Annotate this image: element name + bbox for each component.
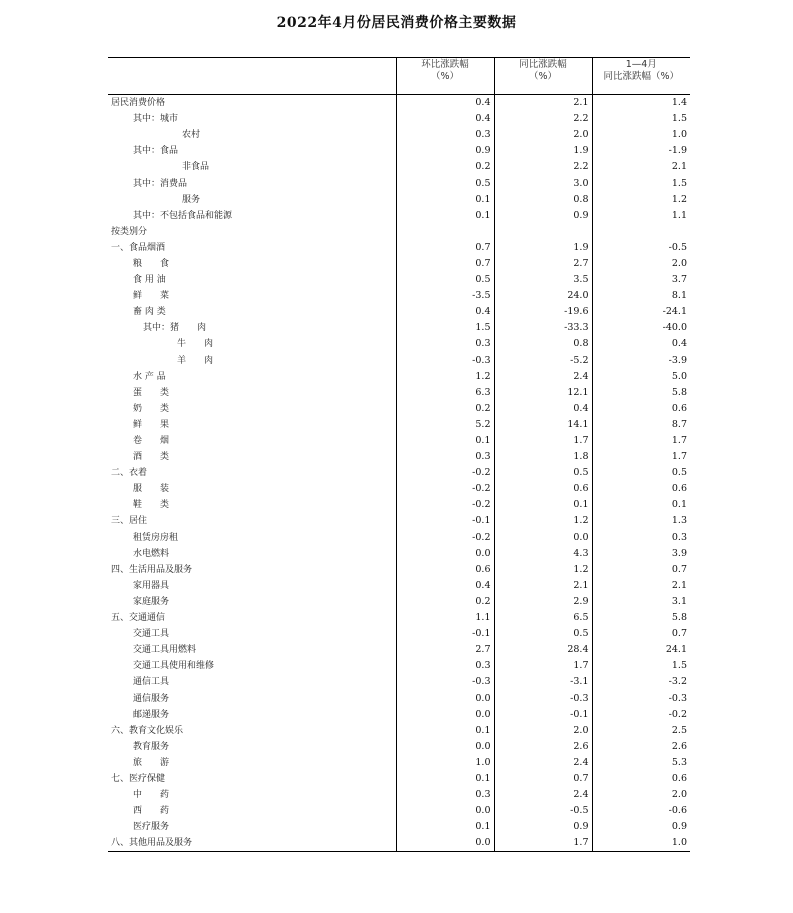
ytd-value: -3.9 <box>592 353 690 369</box>
mom-value: 5.2 <box>396 417 494 433</box>
row-label: 家用器具 <box>133 580 170 591</box>
mom-value: 0.1 <box>396 433 494 449</box>
yoy-value: 1.9 <box>494 143 592 159</box>
table-row <box>108 610 690 626</box>
row-label: 羊 肉 <box>177 355 214 366</box>
yoy-value: 0.0 <box>494 530 592 546</box>
row-label: 三、居住 <box>111 516 148 527</box>
table-row <box>108 159 690 175</box>
mom-value: 1.5 <box>396 320 494 336</box>
row-label: 医疗服务 <box>133 822 170 833</box>
table-row <box>108 353 690 369</box>
yoy-value: 1.7 <box>494 433 592 449</box>
ytd-value: 5.3 <box>592 755 690 771</box>
yoy-value: 1.9 <box>494 240 592 256</box>
mom-value: 0.0 <box>396 739 494 755</box>
table-header-row <box>108 58 690 95</box>
table-row <box>108 272 690 288</box>
mom-value: -0.3 <box>396 353 494 369</box>
ytd-value: 3.1 <box>592 594 690 610</box>
table-row <box>108 755 690 771</box>
row-label: 其中：城市 <box>133 114 179 125</box>
mom-value: 0.0 <box>396 707 494 723</box>
yoy-value: 2.4 <box>494 369 592 385</box>
row-label: 服 装 <box>133 484 170 495</box>
table-row <box>108 803 690 819</box>
mom-value: 0.2 <box>396 594 494 610</box>
row-label: 水电燃料 <box>133 548 170 559</box>
ytd-value: 24.1 <box>592 642 690 658</box>
ytd-value: 1.1 <box>592 208 690 224</box>
ytd-value: -0.6 <box>592 803 690 819</box>
yoy-value: 0.9 <box>494 819 592 835</box>
row-label: 其中：猪 肉 <box>143 323 207 334</box>
table-row <box>108 739 690 755</box>
mom-value: 0.3 <box>396 787 494 803</box>
yoy-value: 2.2 <box>494 159 592 175</box>
yoy-value: 6.5 <box>494 610 592 626</box>
mom-value: 0.7 <box>396 256 494 272</box>
mom-value: 0.0 <box>396 690 494 706</box>
table-row <box>108 111 690 127</box>
yoy-value <box>494 224 592 240</box>
mom-value <box>396 224 494 240</box>
yoy-value: 0.9 <box>494 208 592 224</box>
table-row <box>108 288 690 304</box>
ytd-value: 0.7 <box>592 626 690 642</box>
header-yoy-line1: 同比涨跌幅 <box>519 59 567 70</box>
yoy-value: 0.6 <box>494 481 592 497</box>
ytd-value: 1.7 <box>592 449 690 465</box>
row-label: 西 药 <box>133 806 170 817</box>
table-row <box>108 658 690 674</box>
ytd-value: 1.5 <box>592 175 690 191</box>
header-ytd <box>592 58 690 95</box>
yoy-value: -0.1 <box>494 707 592 723</box>
ytd-value: -24.1 <box>592 304 690 320</box>
mom-value: 1.2 <box>396 369 494 385</box>
mom-value: -0.1 <box>396 626 494 642</box>
mom-value: 0.5 <box>396 272 494 288</box>
yoy-value: 1.2 <box>494 562 592 578</box>
table-row <box>108 513 690 529</box>
ytd-value: 2.1 <box>592 159 690 175</box>
table-row <box>108 208 690 224</box>
row-label: 交通工具 <box>133 629 170 640</box>
yoy-value: 2.4 <box>494 755 592 771</box>
mom-value: 0.3 <box>396 127 494 143</box>
row-label: 交通工具用燃料 <box>133 645 197 656</box>
ytd-value: 1.5 <box>592 658 690 674</box>
ytd-value: 2.0 <box>592 787 690 803</box>
table-row <box>108 240 690 256</box>
mom-value: 0.1 <box>396 723 494 739</box>
row-label: 八、其他用品及服务 <box>108 835 396 852</box>
header-mom <box>396 58 494 95</box>
row-label: 中 药 <box>133 790 170 801</box>
ytd-value: 0.4 <box>592 336 690 352</box>
table-row <box>108 385 690 401</box>
yoy-value: 0.5 <box>494 465 592 481</box>
ytd-value: 2.6 <box>592 739 690 755</box>
row-label: 鞋 类 <box>133 500 170 511</box>
row-label: 居民消费价格 <box>111 98 166 109</box>
mom-value: -0.2 <box>396 465 494 481</box>
mom-value: 0.4 <box>396 111 494 127</box>
table-row <box>108 642 690 658</box>
table-row <box>108 481 690 497</box>
yoy-value: 1.8 <box>494 449 592 465</box>
row-label: 邮递服务 <box>133 709 170 720</box>
yoy-value: 3.0 <box>494 175 592 191</box>
table-row <box>108 787 690 803</box>
row-label: 四、生活用品及服务 <box>111 564 193 575</box>
table-row <box>108 562 690 578</box>
yoy-value: 14.1 <box>494 417 592 433</box>
ytd-value: -0.3 <box>592 690 690 706</box>
ytd-value: 0.6 <box>592 401 690 417</box>
yoy-value: 2.0 <box>494 127 592 143</box>
mom-value: 0.0 <box>396 546 494 562</box>
ytd-value: -3.2 <box>592 674 690 690</box>
header-ytd-line1: 1—4月 <box>625 59 657 70</box>
mom-value: 0.2 <box>396 159 494 175</box>
yoy-value: 1.7 <box>494 658 592 674</box>
page-title: 2022年4月份居民消费价格主要数据 <box>276 15 517 31</box>
ytd-value: 2.0 <box>592 256 690 272</box>
yoy-value: 2.2 <box>494 111 592 127</box>
row-label: 酒 类 <box>133 452 170 463</box>
mom-value: 0.6 <box>396 562 494 578</box>
ytd-value: -40.0 <box>592 320 690 336</box>
mom-value: 1.1 <box>396 610 494 626</box>
ytd-value: 5.0 <box>592 369 690 385</box>
mom-value: 0.3 <box>396 336 494 352</box>
table-row <box>108 175 690 191</box>
row-label: 六、教育文化娱乐 <box>111 725 184 736</box>
yoy-value: 0.1 <box>494 497 592 513</box>
row-label: 一、食品烟酒 <box>111 242 166 253</box>
row-label: 奶 类 <box>133 403 170 414</box>
ytd-value: 1.2 <box>592 192 690 208</box>
ytd-value: -0.5 <box>592 240 690 256</box>
ytd-value: 1.0 <box>592 835 690 852</box>
table-row <box>108 95 690 112</box>
row-label: 其中：食品 <box>133 146 179 157</box>
yoy-value: 0.5 <box>494 626 592 642</box>
row-label: 旅 游 <box>133 757 170 768</box>
mom-value: 0.4 <box>396 578 494 594</box>
table-row <box>108 433 690 449</box>
table-row <box>108 465 690 481</box>
mom-value: 0.1 <box>396 819 494 835</box>
ytd-value: 8.7 <box>592 417 690 433</box>
yoy-value: 28.4 <box>494 642 592 658</box>
row-label: 家庭服务 <box>133 596 170 607</box>
ytd-value: 0.1 <box>592 497 690 513</box>
ytd-value: 2.5 <box>592 723 690 739</box>
ytd-value: 5.8 <box>592 610 690 626</box>
yoy-value: 2.4 <box>494 787 592 803</box>
ytd-value: 0.3 <box>592 530 690 546</box>
ytd-value: 1.5 <box>592 111 690 127</box>
row-label: 畜 肉 类 <box>133 307 166 318</box>
yoy-value: 24.0 <box>494 288 592 304</box>
yoy-value: -33.3 <box>494 320 592 336</box>
mom-value: 0.4 <box>396 95 494 112</box>
row-label: 其中：不包括食品和能源 <box>133 210 233 221</box>
ytd-value: 1.3 <box>592 513 690 529</box>
row-label: 租赁房房租 <box>133 532 179 543</box>
yoy-value: 2.0 <box>494 723 592 739</box>
ytd-value: 1.7 <box>592 433 690 449</box>
table-row <box>108 304 690 320</box>
mom-value: 0.0 <box>396 803 494 819</box>
mom-value: -0.1 <box>396 513 494 529</box>
table-row <box>108 336 690 352</box>
table-row <box>108 401 690 417</box>
mom-value: -0.3 <box>396 674 494 690</box>
mom-value: 0.9 <box>396 143 494 159</box>
mom-value: 0.5 <box>396 175 494 191</box>
table-row <box>108 594 690 610</box>
ytd-value: 3.9 <box>592 546 690 562</box>
mom-value: -0.2 <box>396 497 494 513</box>
yoy-value: 1.2 <box>494 513 592 529</box>
ytd-value: -1.9 <box>592 143 690 159</box>
mom-value: 0.2 <box>396 401 494 417</box>
ytd-value: 0.9 <box>592 819 690 835</box>
row-label: 服务 <box>182 194 201 205</box>
mom-value: 0.1 <box>396 192 494 208</box>
row-label: 水 产 品 <box>133 371 166 382</box>
yoy-value: -19.6 <box>494 304 592 320</box>
table-row <box>108 127 690 143</box>
yoy-value: 1.7 <box>494 835 592 852</box>
yoy-value: 0.8 <box>494 336 592 352</box>
row-label: 食 用 油 <box>133 275 166 286</box>
mom-value: 0.3 <box>396 449 494 465</box>
row-label: 蛋 类 <box>133 387 170 398</box>
row-label: 教育服务 <box>133 741 170 752</box>
ytd-value: 2.1 <box>592 578 690 594</box>
yoy-value: 3.5 <box>494 272 592 288</box>
table-row <box>108 143 690 159</box>
table-row <box>108 771 690 787</box>
header-yoy <box>494 58 592 95</box>
table-row <box>108 530 690 546</box>
yoy-value: 2.9 <box>494 594 592 610</box>
header-mom-line2: （%） <box>430 71 460 82</box>
ytd-value <box>592 224 690 240</box>
table-row <box>108 417 690 433</box>
mom-value: -0.2 <box>396 530 494 546</box>
mom-value: 6.3 <box>396 385 494 401</box>
ytd-value: -0.2 <box>592 707 690 723</box>
mom-value: -3.5 <box>396 288 494 304</box>
row-label: 通信服务 <box>133 693 170 704</box>
row-label: 交通工具使用和维修 <box>133 661 215 672</box>
table-row <box>108 369 690 385</box>
mom-value: 0.3 <box>396 658 494 674</box>
header-category <box>108 58 396 95</box>
yoy-value: 0.4 <box>494 401 592 417</box>
ytd-value: 1.0 <box>592 127 690 143</box>
table-row <box>108 626 690 642</box>
row-label: 五、交通通信 <box>111 613 166 624</box>
mom-value: 0.7 <box>396 240 494 256</box>
yoy-value: 2.1 <box>494 578 592 594</box>
table-row <box>108 674 690 690</box>
yoy-value: -5.2 <box>494 353 592 369</box>
table-row <box>108 835 690 852</box>
yoy-value: -0.3 <box>494 690 592 706</box>
ytd-value: 5.8 <box>592 385 690 401</box>
yoy-value: 2.7 <box>494 256 592 272</box>
ytd-value: 0.7 <box>592 562 690 578</box>
table-row <box>108 690 690 706</box>
mom-value: 0.1 <box>396 771 494 787</box>
row-label: 按类别分 <box>111 226 148 237</box>
table-row <box>108 256 690 272</box>
row-label: 非食品 <box>182 162 210 173</box>
row-label: 卷 烟 <box>133 436 170 447</box>
header-yoy-line2: （%） <box>528 71 558 82</box>
ytd-value: 0.5 <box>592 465 690 481</box>
cpi-table <box>108 57 690 852</box>
row-label: 通信工具 <box>133 677 170 688</box>
table-row <box>108 546 690 562</box>
yoy-value: 2.6 <box>494 739 592 755</box>
yoy-value: 4.3 <box>494 546 592 562</box>
table-row <box>108 192 690 208</box>
row-label: 粮 食 <box>133 258 170 269</box>
mom-value: 0.4 <box>396 304 494 320</box>
header-ytd-line2: 同比涨跌幅（%） <box>603 71 680 82</box>
mom-value: 1.0 <box>396 755 494 771</box>
table-row <box>108 224 690 240</box>
yoy-value: 12.1 <box>494 385 592 401</box>
yoy-value: 0.8 <box>494 192 592 208</box>
header-mom-line1: 环比涨跌幅 <box>421 59 469 70</box>
row-label: 二、衣着 <box>111 468 148 479</box>
ytd-value: 3.7 <box>592 272 690 288</box>
table-row <box>108 707 690 723</box>
yoy-value: -3.1 <box>494 674 592 690</box>
row-label: 农村 <box>182 130 201 141</box>
yoy-value: 2.1 <box>494 95 592 112</box>
ytd-value: 8.1 <box>592 288 690 304</box>
table-body <box>108 95 690 852</box>
ytd-value: 0.6 <box>592 771 690 787</box>
row-label: 七、医疗保健 <box>111 773 166 784</box>
yoy-value: -0.5 <box>494 803 592 819</box>
row-label: 其中：消费品 <box>133 178 188 189</box>
ytd-value: 0.6 <box>592 481 690 497</box>
yoy-value: 0.7 <box>494 771 592 787</box>
mom-value: 0.1 <box>396 208 494 224</box>
table-row <box>108 449 690 465</box>
row-label: 鲜 菜 <box>133 291 170 302</box>
table-row <box>108 320 690 336</box>
table-row <box>108 497 690 513</box>
table-row <box>108 578 690 594</box>
row-label: 鲜 果 <box>133 419 170 430</box>
mom-value: 2.7 <box>396 642 494 658</box>
row-label: 牛 肉 <box>177 339 214 350</box>
mom-value: -0.2 <box>396 481 494 497</box>
table-row <box>108 819 690 835</box>
ytd-value: 1.4 <box>592 95 690 112</box>
mom-value: 0.0 <box>396 835 494 852</box>
table-row <box>108 723 690 739</box>
